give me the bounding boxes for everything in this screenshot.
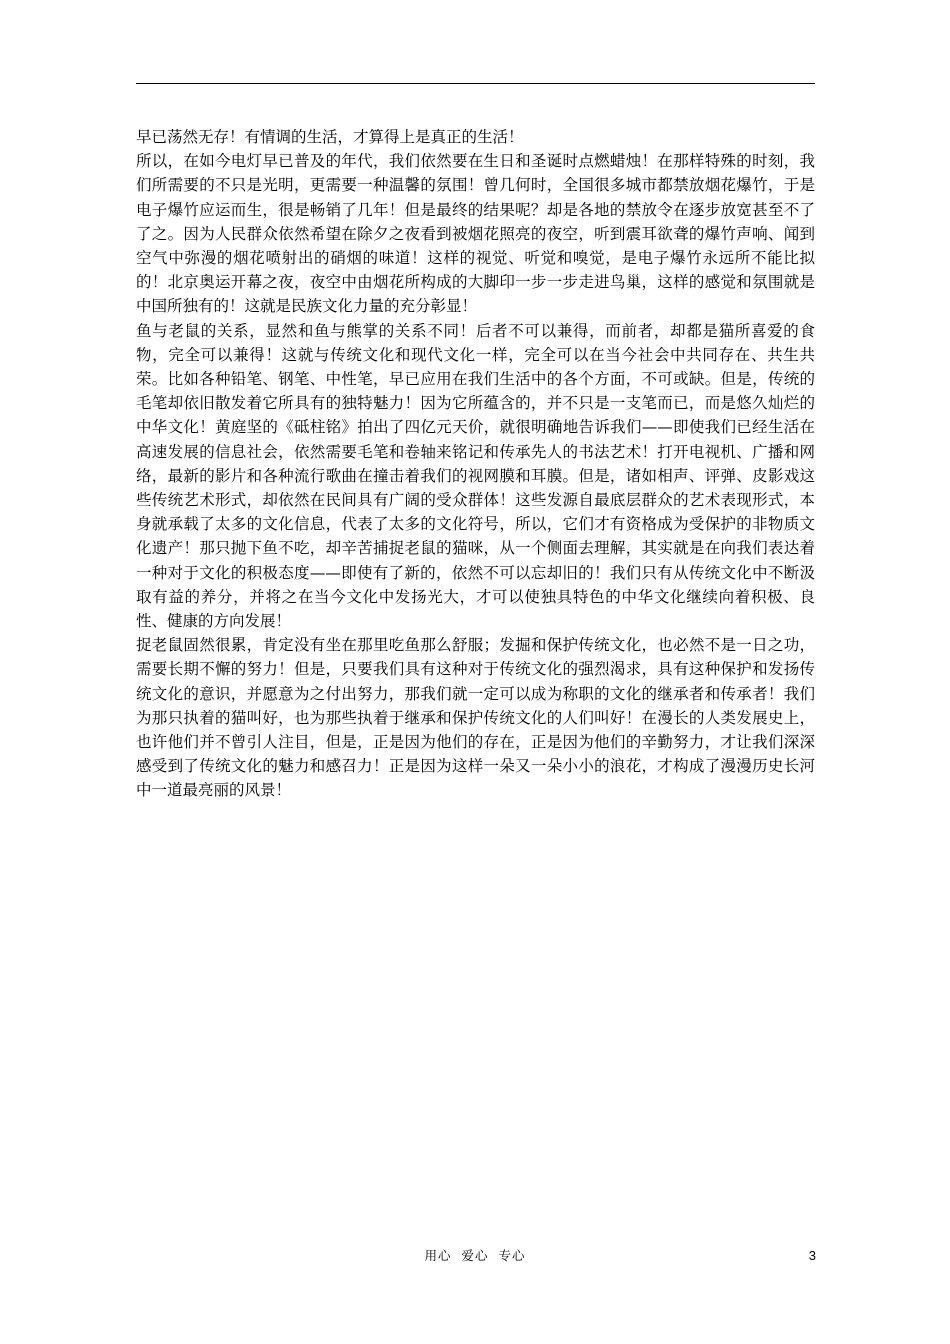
paragraph-2: 所以，在如今电灯早已普及的年代，我们依然要在生日和圣诞时点燃蜡烛！在那样特殊的时刻，我们所需要的不只是光明，更需要一种温馨的氛围！曾几何时，全国很多城市都禁放烟花爆竹，于是电子爆竹应运而生，很是畅销了几年！但是最终的结果呢？却是各地的禁放令在逐步放宽甚至不了了之。因为人民群众依然希望在除夕之夜看到被烟花照亮的夜空，听到震耳欲聋的爆竹声响、闻到空气中弥漫的烟花喷射出的硝烟的味道！这样的视觉、听觉和嗅觉，是电子爆竹永远所不能比拟的！北京奥运开幕之夜，夜空中由烟花所构成的大脚印一步一步走进鸟巢，这样的感觉和氛围就是中国所独有的！这就是民族文化力量的充分彰显！ (136, 152, 815, 316)
paragraph-1: 早已荡然无存！有情调的生活，才算得上是真正的生活！ (136, 128, 524, 146)
footer-slogan: 用心 爱心 专心 (424, 1248, 526, 1263)
page-number: 3 (808, 1248, 816, 1263)
paragraph-3: 鱼与老鼠的关系，显然和鱼与熊掌的关系不同！后者不可以兼得，而前者，却都是猫所喜爱的食物，完全可以兼得！这就与传统文化和现代文化一样，完全可以在当今社会中共同存在、共生共荣。比如各种铅笔、钢笔、中性笔，早已应用在我们生活中的各个方面，不可或缺。但是，传统的毛笔却依旧散发着它所具有的独特魅力！因为它所蕴含的，并不只是一支笔而已，而是悠久灿烂的中华文化！黄庭坚的《砥柱铭》拍出了四亿元天价，就很明确地告诉我们——即使我们已经生活在高速发展的信息社会，依然需要毛笔和卷轴来铭记和传承先人的书法艺术！打开电视机、广播和网络，最新的影片和各种流行歌曲在撞击着我们的视网膜和耳膜。但是，诸如相声、评弹、皮影戏这些传统艺术形式，却依然在民间具有广阔的受众群体！这些发源自最底层群众的艺术表现形式，本身就承载了太多的文化信息，代表了太多的文化符号，所以，它们才有资格成为受保护的非物质文化遗产！那只抛下鱼不吃，却辛苦捕捉老鼠的猫咪，从一个侧面去理解，其实就是在向我们表达着一种对于文化的积极态度——即使有了新的，依然不可以忘却旧的！我们只有从传统文化中不断汲取有益的养分，并将之在当今文化中发扬光大，才可以使独具特色的中华文化继续向着积极、良性、健康的方向发展！ (136, 321, 815, 631)
paragraph-4: 捉老鼠固然很累，肯定没有坐在那里吃鱼那么舒服；发掘和保护传统文化，也必然不是一日之功，需要长期不懈的努力！但是，只要我们具有这种对于传统文化的强烈渴求，具有这种保护和发扬传统文化的意识，并愿意为之付出努力，那我们就一定可以成为称职的文化的继承者和传承者！我们为那只执着的猫叫好，也为那些执着于继承和保护传统文化的人们叫好！在漫长的人类发展史上，也许他们并不曾引人注目，但是，正是因为他们的存在，正是因为他们的辛勤努力，才让我们深深感受到了传统文化的魅力和感召力！正是因为这样一朵又一朵小小的浪花，才构成了漫漫历史长河中一道最亮丽的风景！ (136, 636, 815, 800)
header-rule (136, 83, 815, 84)
document-body (136, 125, 815, 803)
